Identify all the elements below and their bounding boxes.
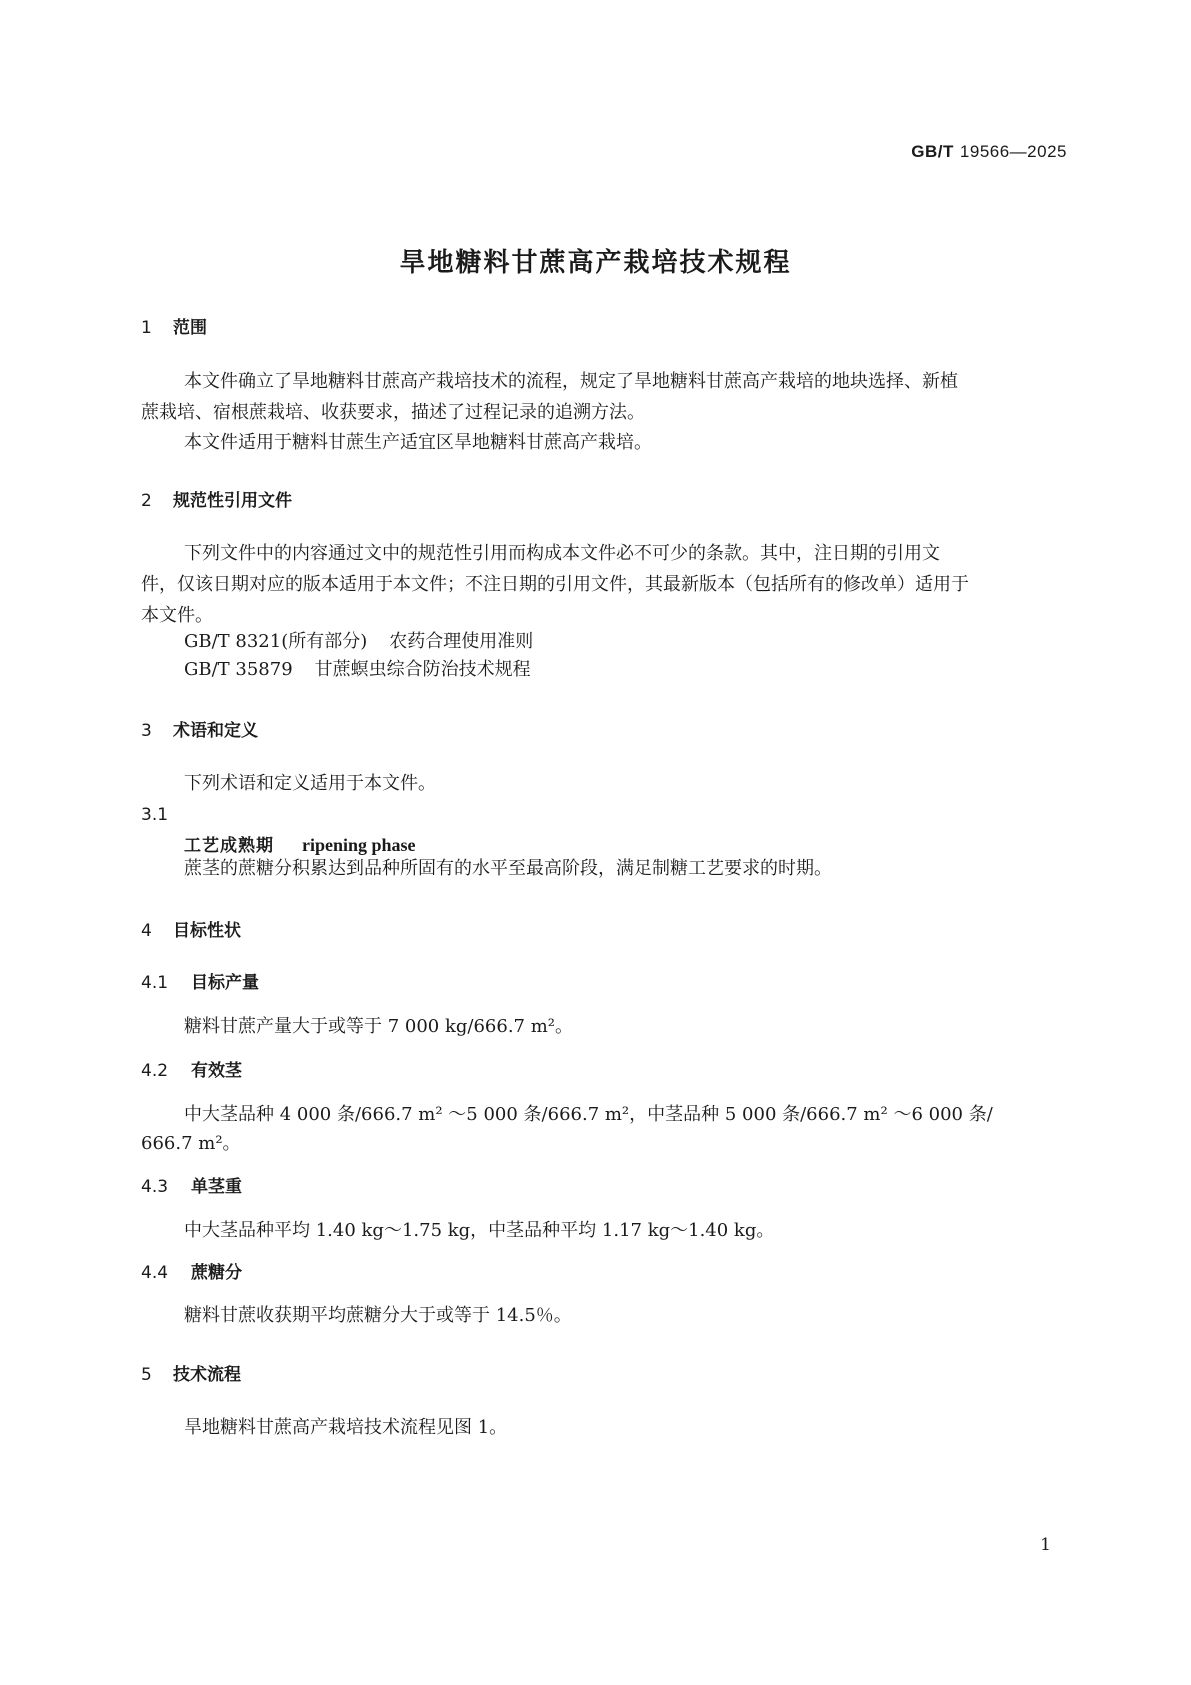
standard-prefix: GB/T [911,142,954,161]
paragraph: 蔗栽培、宿根蔗栽培、收获要求，描述了过程记录的追溯方法。 [141,402,645,423]
clause-4-2-heading [141,1056,242,1081]
paragraph: 666.7 m²。 [141,1133,241,1154]
section-title: 技术流程 [173,1365,241,1385]
paragraph: 件，仅该日期对应的版本适用于本文件；不注日期的引用文件，其最新版本（包括所有的修改单）适用于 [141,574,969,595]
section-number: 5 [141,1365,152,1385]
clause-title: 单茎重 [191,1177,242,1197]
paragraph: 旱地糖料甘蔗高产栽培技术流程见图 1。 [184,1417,508,1438]
section-number: 3 [141,721,152,741]
clause-title: 目标产量 [191,973,259,993]
standard-code: 19566—2025 [959,142,1067,161]
clause-number: 4.4 [141,1263,169,1283]
clause-4-4-heading [141,1258,242,1283]
section-title: 规范性引用文件 [173,491,292,511]
clause-number: 4.3 [141,1177,169,1197]
term-definition: 蔗茎的蔗糖分积累达到品种所固有的水平至最高阶段，满足制糖工艺要求的时期。 [184,858,832,879]
section-1-heading [141,313,207,338]
paragraph: 下列文件中的内容通过文中的规范性引用而构成本文件必不可少的条款。其中，注日期的引用文 [184,543,940,564]
section-title: 范围 [173,318,207,338]
paragraph: 本文件确立了旱地糖料甘蔗高产栽培技术的流程，规定了旱地糖料甘蔗高产栽培的地块选择、新植 [184,371,958,392]
clause-title: 蔗糖分 [191,1263,242,1283]
term-chinese: 工艺成熟期 [184,836,274,856]
section-2-heading [141,486,292,511]
paragraph: 本文件。 [141,605,213,626]
clause-4-3-heading [141,1172,242,1197]
document-title: 旱地糖料甘蔗高产栽培技术规程 [399,248,792,278]
section-number: 1 [141,318,152,338]
page-number: 1 [1040,1535,1051,1555]
paragraph: 下列术语和定义适用于本文件。 [184,773,436,794]
paragraph: 中大茎品种平均 1.40 kg～1.75 kg，中茎品种平均 1.17 kg～1.40 kg。 [184,1220,775,1241]
reference-item [184,654,531,686]
clause-4-1-heading [141,968,259,993]
clause-title: 有效茎 [191,1061,242,1081]
reference-code: GB/T 35879 [184,659,293,680]
clause-number: 4.1 [141,973,169,993]
reference-name: 农药合理使用准则 [389,631,534,652]
section-3-heading [141,716,258,741]
section-number: 2 [141,491,152,511]
term-english: ripening phase [302,835,416,855]
section-4-heading [141,916,241,941]
section-title: 术语和定义 [173,721,258,741]
paragraph: 糖料甘蔗收获期平均蔗糖分大于或等于 14.5％。 [184,1305,572,1326]
section-title: 目标性状 [173,921,241,941]
section-5-heading [141,1360,241,1385]
paragraph: 中大茎品种 4 000 条/666.7 m² ～5 000 条/666.7 m²，中茎品种 5 000 条/666.7 m² ～6 000 条/ [184,1104,993,1125]
section-number: 4 [141,921,152,941]
term-number: 3.1 [141,805,169,825]
paragraph: 糖料甘蔗产量大于或等于 7 000 kg/666.7 m²。 [184,1016,574,1037]
reference-name: 甘蔗螟虫综合防治技术规程 [314,659,531,680]
standard-number [911,142,1067,162]
reference-code: GB/T 8321(所有部分) [184,631,368,652]
clause-number: 4.2 [141,1061,169,1081]
paragraph: 本文件适用于糖料甘蔗生产适宜区旱地糖料甘蔗高产栽培。 [184,432,652,453]
